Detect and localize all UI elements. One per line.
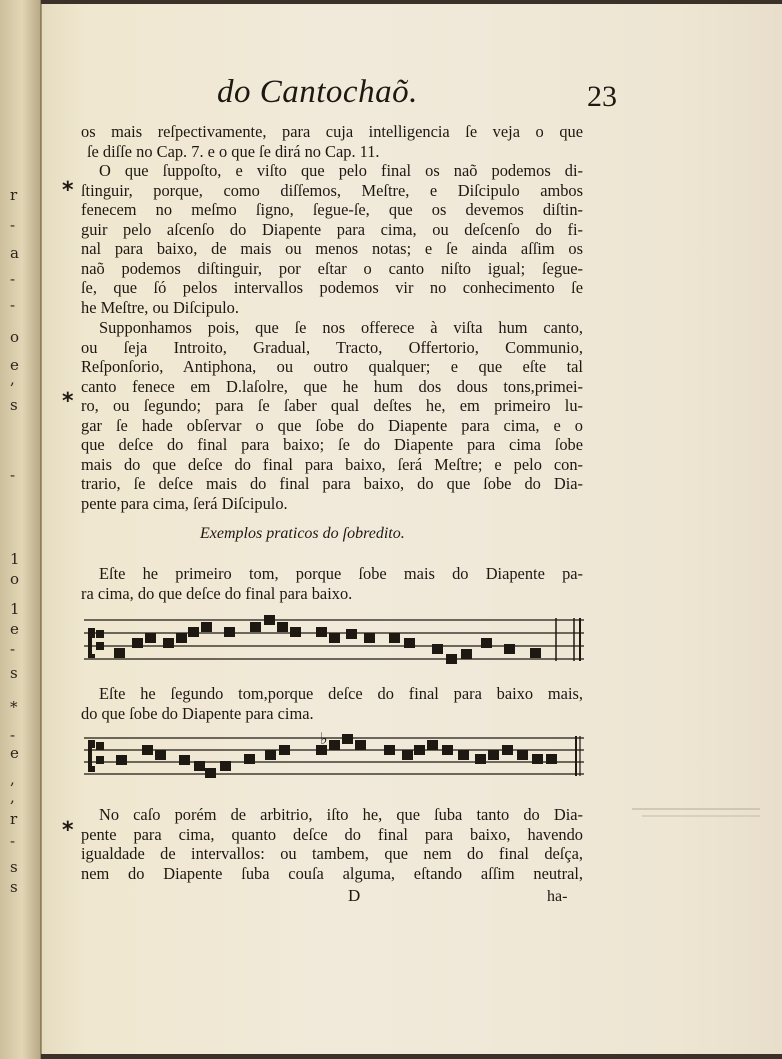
left-edge-char: 1	[10, 550, 20, 568]
text-line: ra cima, do que deſce do final para baixo.	[81, 583, 353, 603]
text-line: guir pelo aſcenſo do Diapente para cima, ou deſcenſo do fi-	[81, 219, 583, 239]
text-line: nem do Diapente ſuba couſa alguma, eſtando aſſim neutral,	[81, 863, 583, 883]
left-edge-char: ,	[10, 770, 15, 788]
text-line: ou ſeja Introito, Gradual, Tracto, Offertorio, Communio,	[81, 337, 583, 357]
left-edge-char: -	[10, 832, 16, 850]
text-line: igualdade de intervallos: ou tambem, que nem do final deſça,	[81, 844, 583, 863]
left-edge-char: 1	[10, 600, 20, 618]
text-line: Eſte he primeiro tom, porque ſobe mais do Diapente pa-	[99, 564, 583, 583]
left-edge-char: r	[10, 810, 18, 828]
text-line: canto fenece em D.laſolre, que he hum dos dous tons,primei-	[81, 376, 583, 396]
paragraph-1	[81, 122, 583, 161]
text-line: que deſce do final para baixo; ſe do Diapente para cima ſobe	[81, 435, 583, 454]
left-edge-char: a	[10, 244, 19, 262]
text-line: No caſo porém de arbitrio, iſto he, que ſuba tanto do Dia-	[99, 805, 583, 824]
left-edge-char: e	[10, 620, 19, 638]
text-line: pente para cima, ſerá Diſcipulo.	[81, 493, 288, 513]
book-page	[41, 4, 782, 1054]
page-number: 23	[587, 80, 617, 113]
text-line: naõ podemos diſtinguir, por eſtar o canto niſto igual; ſegue-	[81, 258, 583, 278]
running-head	[217, 74, 617, 124]
running-title: do Cantochaõ.	[217, 74, 418, 110]
text-line: Eſte he ſegundo tom,porque deſce do final para baixo mais,	[99, 684, 583, 703]
left-edge-char: s	[10, 878, 18, 896]
text-line: he Meſtre, ou Diſcipulo.	[81, 297, 239, 317]
svg-text:♭: ♭	[320, 730, 328, 748]
left-edge-char: s	[10, 858, 18, 876]
text-line: Supponhamos pois, que ſe nos offerece à viſta hum canto,	[99, 318, 583, 337]
text-line: do que ſobe do Diapente para cima.	[81, 703, 314, 723]
left-edge-char: -	[10, 216, 16, 234]
text-line: ſtinguir, porque, como diſſemos, Meſtre, e Diſcipulo ambos	[81, 180, 583, 200]
text-line: ſe, que ſó pelos intervallos podemos vir no conhecimento ſe	[81, 278, 583, 297]
left-edge-char: ,	[10, 788, 15, 806]
example-2-text	[81, 684, 583, 723]
left-edge-char: s	[10, 664, 18, 682]
margin-asterisk: *	[62, 389, 74, 414]
example-1-text	[81, 564, 583, 603]
left-edge-char: -	[10, 640, 16, 658]
margin-asterisk: *	[62, 178, 74, 203]
left-edge-char: s	[10, 396, 18, 414]
left-edge-char: -	[10, 726, 16, 744]
left-edge-char: -	[10, 270, 16, 288]
margin-asterisk: *	[62, 818, 74, 843]
left-page-edge	[0, 0, 41, 1059]
text-line: gar ſe hade obſervar o que ſobe do Diapente para cima, e o	[81, 415, 583, 435]
signature-mark: D	[348, 886, 361, 905]
text-line: os mais reſpectivamente, para cuja intelligencia ſe veja o que	[81, 122, 583, 141]
left-edge-char: *	[10, 698, 18, 716]
left-edge-char: -	[10, 296, 16, 314]
paragraph-2	[81, 161, 583, 317]
paragraph-4	[81, 805, 583, 883]
left-edge-char: -	[10, 466, 16, 484]
text-line: Reſponſorio, Antiphona, ou outro qualquer; e que eſte tal	[81, 357, 583, 376]
left-edge-char: e	[10, 356, 19, 374]
catchword: ha-	[547, 888, 568, 905]
text-line: mais do que deſce do final para baixo, ſerá Meſtre; e pelo con-	[81, 454, 583, 474]
music-staff-2	[84, 730, 588, 790]
left-edge-char: r	[10, 186, 18, 204]
left-edge-char: e	[10, 744, 19, 762]
text-line: fenecem no meſmo ſigno, ſegue-ſe, que os devemos diſtin-	[81, 200, 583, 219]
text-line: ſe diſſe no Cap. 7. e o que ſe dirá no Cap. 11.	[87, 141, 380, 161]
left-edge-char: o	[10, 328, 20, 346]
music-staff-1	[84, 614, 588, 674]
text-line: ro, ou ſegundo; para ſe ſaber qual deſtes he, em primeiro lu-	[81, 396, 583, 415]
text-line: pente para cima, quanto deſce do final para baixo, havendo	[81, 824, 583, 844]
text-line: nal para baixo, de mais ou menos notas; e ſe ainda aſſim os	[81, 239, 583, 258]
section-heading: Exemplos praticos do ſobredito.	[200, 525, 405, 542]
left-edge-char: o	[10, 570, 20, 588]
text-line: O que ſuppoſto, e viſto que pelo final os naõ podemos di-	[99, 161, 583, 180]
text-line: trario, ſe deſce mais do final para baixo, do que ſobe do Dia-	[81, 474, 583, 493]
margin-rule	[632, 804, 762, 824]
paragraph-3	[81, 318, 583, 513]
left-edge-char: ,	[10, 370, 15, 388]
